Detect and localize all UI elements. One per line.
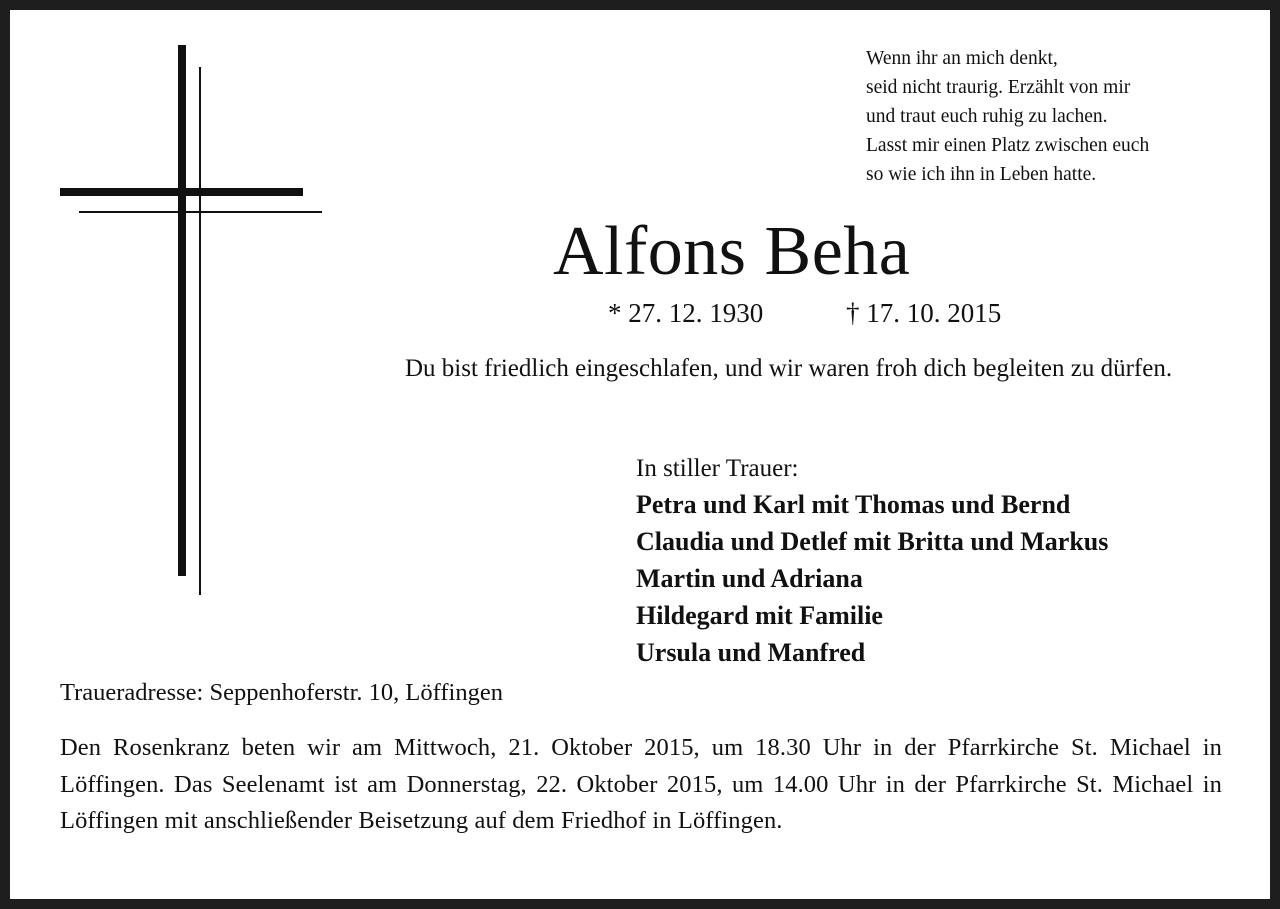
obituary-notice [10,10,1270,899]
cross-thin-vertical [199,67,201,595]
mourner-line: Petra und Karl mit Thomas und Bernd [636,490,1071,519]
deceased-name: Alfons Beha [553,213,911,290]
service-details: Den Rosenkranz beten wir am Mittwoch, 21. Oktober 2015, um 18.30 Uhr in der Pfarrkirche St. Michael in Löffingen. Das Seelenamt ist am Donnerstag, 22. Oktober 2015, um 14.00 Uhr in der Pfarrkirche St. Michael in Löffingen mit anschließender Beisetzung auf dem Friedhof in Löffingen. [60,734,1222,834]
mourner-line: Hildegard mit Familie [636,601,883,630]
mourner-line: Claudia und Detlef mit Britta und Markus [636,527,1109,556]
poem-line: Lasst mir einen Platz zwischen euch [866,135,1150,156]
mourning-address: Traueradresse: Seppenhoferstr. 10, Löffingen [60,679,503,706]
poem-line: Wenn ihr an mich denkt, [866,48,1058,69]
cross-thick-horizontal [60,188,303,196]
birth-date: * 27. 12. 1930 [608,298,764,328]
poem-line: und traut euch ruhig zu lachen. [866,106,1108,127]
mourners-intro: In stiller Trauer: [636,455,799,482]
poem-line: so wie ich ihn in Leben hatte. [866,164,1097,185]
mourner-line: Ursula und Manfred [636,638,866,667]
deceased-name-row [10,210,1270,294]
mourners-list [636,486,1108,671]
mourner-line: Martin und Adriana [636,564,863,593]
memorial-poem [866,44,1256,189]
cross-thick-vertical [178,45,186,576]
death-date: † 17. 10. 2015 [846,298,1002,328]
farewell-text: Du bist friedlich eingeschlafen, und wir waren froh dich begleiten zu dürfen. [405,355,1173,382]
poem-line: seid nicht traurig. Erzählt von mir [866,77,1131,98]
